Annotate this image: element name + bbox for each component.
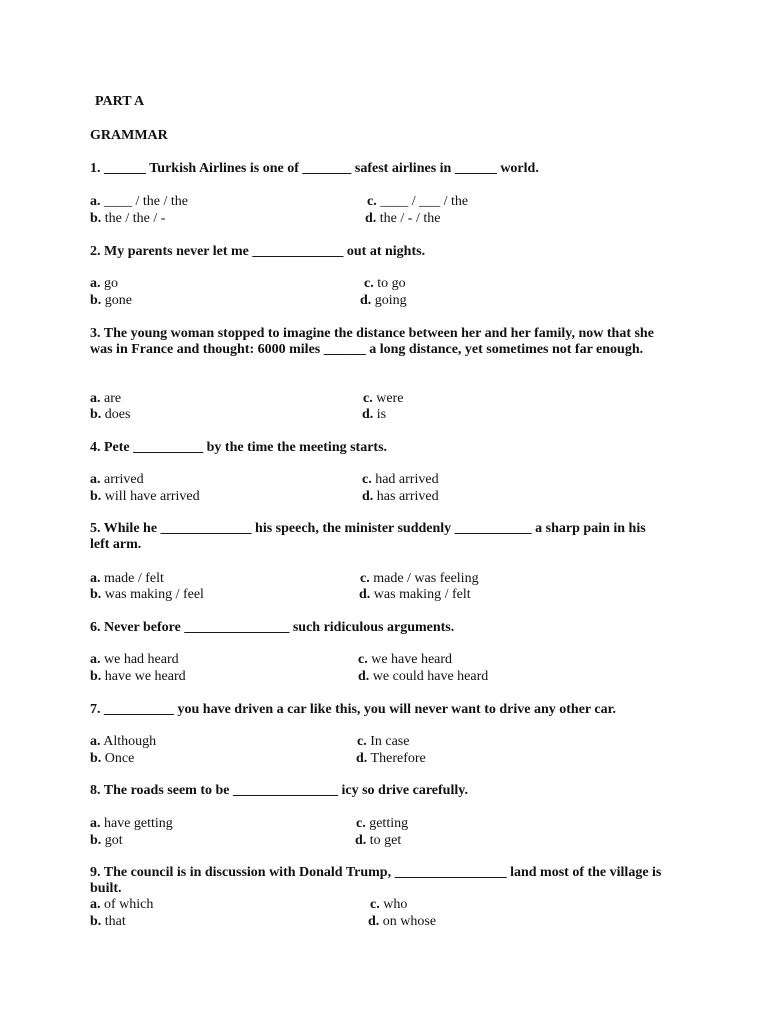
question-2-option-c[interactable] bbox=[364, 276, 406, 292]
section-heading: GRAMMAR bbox=[90, 128, 168, 143]
question-6-option-b[interactable] bbox=[90, 669, 186, 685]
question-2-option-b[interactable] bbox=[90, 293, 132, 309]
option-text: to get bbox=[369, 833, 402, 848]
option-letter: b. bbox=[90, 751, 102, 766]
question-6-option-a[interactable] bbox=[90, 652, 179, 668]
question-7-option-c[interactable] bbox=[357, 734, 409, 750]
option-letter: c. bbox=[362, 472, 372, 487]
option-letter: c. bbox=[357, 734, 367, 749]
option-text: to go bbox=[377, 276, 406, 291]
question-8-option-a[interactable] bbox=[90, 816, 173, 832]
question-1-option-b[interactable] bbox=[90, 211, 165, 227]
option-letter: c. bbox=[367, 194, 377, 209]
option-letter: b. bbox=[90, 293, 102, 308]
question-7-option-d[interactable] bbox=[356, 751, 426, 767]
option-text: had arrived bbox=[375, 472, 439, 487]
question-7-text: 7. __________ you have driven a car like this, you will never want to drive any other car. bbox=[90, 702, 617, 717]
question-8-option-b[interactable] bbox=[90, 833, 123, 849]
option-letter: c. bbox=[360, 571, 370, 586]
option-letter: b. bbox=[90, 833, 102, 848]
option-text: gone bbox=[104, 293, 133, 308]
option-text: Once bbox=[104, 751, 135, 766]
option-text: the / the / - bbox=[104, 211, 166, 226]
option-letter: a. bbox=[90, 276, 101, 291]
option-text: ____ / the / the bbox=[104, 194, 188, 209]
option-text: made / was feeling bbox=[373, 571, 479, 586]
option-text: going bbox=[374, 293, 407, 308]
option-text: were bbox=[376, 391, 404, 406]
question-7-option-a[interactable] bbox=[90, 734, 156, 750]
option-letter: b. bbox=[90, 407, 102, 422]
option-text: are bbox=[104, 391, 122, 406]
question-3-text: 3. The young woman stopped to imagine the distance between her and her family, now that she was in France and thought: 6000 miles ______ a long distance, yet sometimes not far enough. bbox=[90, 326, 654, 357]
question-3-option-b[interactable] bbox=[90, 407, 130, 423]
option-text: the / - / the bbox=[379, 211, 441, 226]
option-letter: a. bbox=[90, 391, 101, 406]
option-letter: d. bbox=[362, 489, 374, 504]
option-letter: a. bbox=[90, 897, 101, 912]
option-text: getting bbox=[369, 816, 409, 831]
question-8-text: 8. The roads seem to be _______________ icy so drive carefully. bbox=[90, 783, 468, 798]
question-4-text: 4. Pete __________ by the time the meeting starts. bbox=[90, 440, 388, 455]
option-letter: a. bbox=[90, 472, 101, 487]
option-text: is bbox=[376, 407, 387, 422]
option-text: we have heard bbox=[371, 652, 453, 667]
option-letter: c. bbox=[370, 897, 380, 912]
option-letter: c. bbox=[364, 276, 374, 291]
option-text: got bbox=[104, 833, 123, 848]
question-9-text: 9. The council is in discussion with Donald Trump, ________________ land most of the village is built. bbox=[90, 865, 662, 896]
option-letter: a. bbox=[90, 734, 101, 749]
option-letter: a. bbox=[90, 652, 101, 667]
question-2-text: 2. My parents never let me _____________ out at nights. bbox=[90, 244, 426, 259]
option-text: of which bbox=[104, 897, 154, 912]
question-8-option-d[interactable] bbox=[355, 833, 401, 849]
option-text: have getting bbox=[104, 816, 173, 831]
question-7-option-b[interactable] bbox=[90, 751, 134, 767]
option-text: on whose bbox=[382, 914, 437, 929]
question-9-option-b[interactable] bbox=[90, 914, 126, 930]
question-5-text: 5. While he _____________ his speech, the minister suddenly ___________ a sharp pain in his left arm. bbox=[90, 521, 646, 552]
option-letter: c. bbox=[356, 816, 366, 831]
option-text: that bbox=[104, 914, 126, 929]
option-text: Therefore bbox=[370, 751, 426, 766]
option-letter: b. bbox=[90, 669, 102, 684]
question-5-option-d[interactable] bbox=[359, 587, 471, 603]
part-heading: PART A bbox=[95, 94, 145, 109]
option-letter: c. bbox=[358, 652, 368, 667]
question-6-text: 6. Never before _______________ such ridiculous arguments. bbox=[90, 620, 455, 635]
option-letter: d. bbox=[362, 407, 374, 422]
option-letter: a. bbox=[90, 571, 101, 586]
question-6-option-c[interactable] bbox=[358, 652, 452, 668]
option-text: In case bbox=[370, 734, 410, 749]
option-text: was making / felt bbox=[373, 587, 471, 602]
question-5-option-a[interactable] bbox=[90, 571, 164, 587]
option-letter: b. bbox=[90, 489, 102, 504]
question-2-option-a[interactable] bbox=[90, 276, 118, 292]
option-letter: b. bbox=[90, 587, 102, 602]
question-1-option-c[interactable] bbox=[367, 194, 468, 210]
option-letter: d. bbox=[368, 914, 380, 929]
option-text: Although bbox=[103, 734, 157, 749]
option-letter: c. bbox=[363, 391, 373, 406]
option-letter: a. bbox=[90, 194, 101, 209]
option-letter: b. bbox=[90, 211, 102, 226]
option-letter: d. bbox=[358, 669, 370, 684]
question-4-option-d[interactable] bbox=[362, 489, 439, 505]
option-text: ____ / ___ / the bbox=[380, 194, 469, 209]
question-1-text: 1. ______ Turkish Airlines is one of _______ safest airlines in ______ world. bbox=[90, 161, 539, 176]
question-6-option-d[interactable] bbox=[358, 669, 488, 685]
option-letter: d. bbox=[355, 833, 367, 848]
question-3-option-d[interactable] bbox=[362, 407, 386, 423]
option-text: made / felt bbox=[104, 571, 164, 586]
question-9-option-a[interactable] bbox=[90, 897, 153, 913]
option-text: we had heard bbox=[104, 652, 179, 667]
question-3-option-a[interactable] bbox=[90, 391, 121, 407]
option-letter: a. bbox=[90, 816, 101, 831]
option-text: we could have heard bbox=[372, 669, 489, 684]
question-9-option-d[interactable] bbox=[368, 914, 436, 930]
option-letter: d. bbox=[359, 587, 371, 602]
question-3-option-c[interactable] bbox=[363, 391, 403, 407]
question-5-option-c[interactable] bbox=[360, 571, 479, 587]
question-1-option-a[interactable] bbox=[90, 194, 188, 210]
question-1-option-d[interactable] bbox=[365, 211, 440, 227]
question-5-option-b[interactable] bbox=[90, 587, 204, 603]
option-text: was making / feel bbox=[104, 587, 204, 602]
option-text: who bbox=[383, 897, 408, 912]
option-text: has arrived bbox=[376, 489, 439, 504]
question-8-option-c[interactable] bbox=[356, 816, 408, 832]
option-text: will have arrived bbox=[104, 489, 200, 504]
option-letter: d. bbox=[365, 211, 377, 226]
option-text: go bbox=[104, 276, 118, 291]
question-4-option-a[interactable] bbox=[90, 472, 144, 488]
option-text: have we heard bbox=[104, 669, 186, 684]
option-text: arrived bbox=[104, 472, 144, 487]
option-letter: b. bbox=[90, 914, 102, 929]
option-letter: d. bbox=[356, 751, 368, 766]
question-9-option-c[interactable] bbox=[370, 897, 407, 913]
option-text: does bbox=[104, 407, 131, 422]
option-letter: d. bbox=[360, 293, 372, 308]
question-2-option-d[interactable] bbox=[360, 293, 407, 309]
question-4-option-c[interactable] bbox=[362, 472, 439, 488]
question-4-option-b[interactable] bbox=[90, 489, 200, 505]
